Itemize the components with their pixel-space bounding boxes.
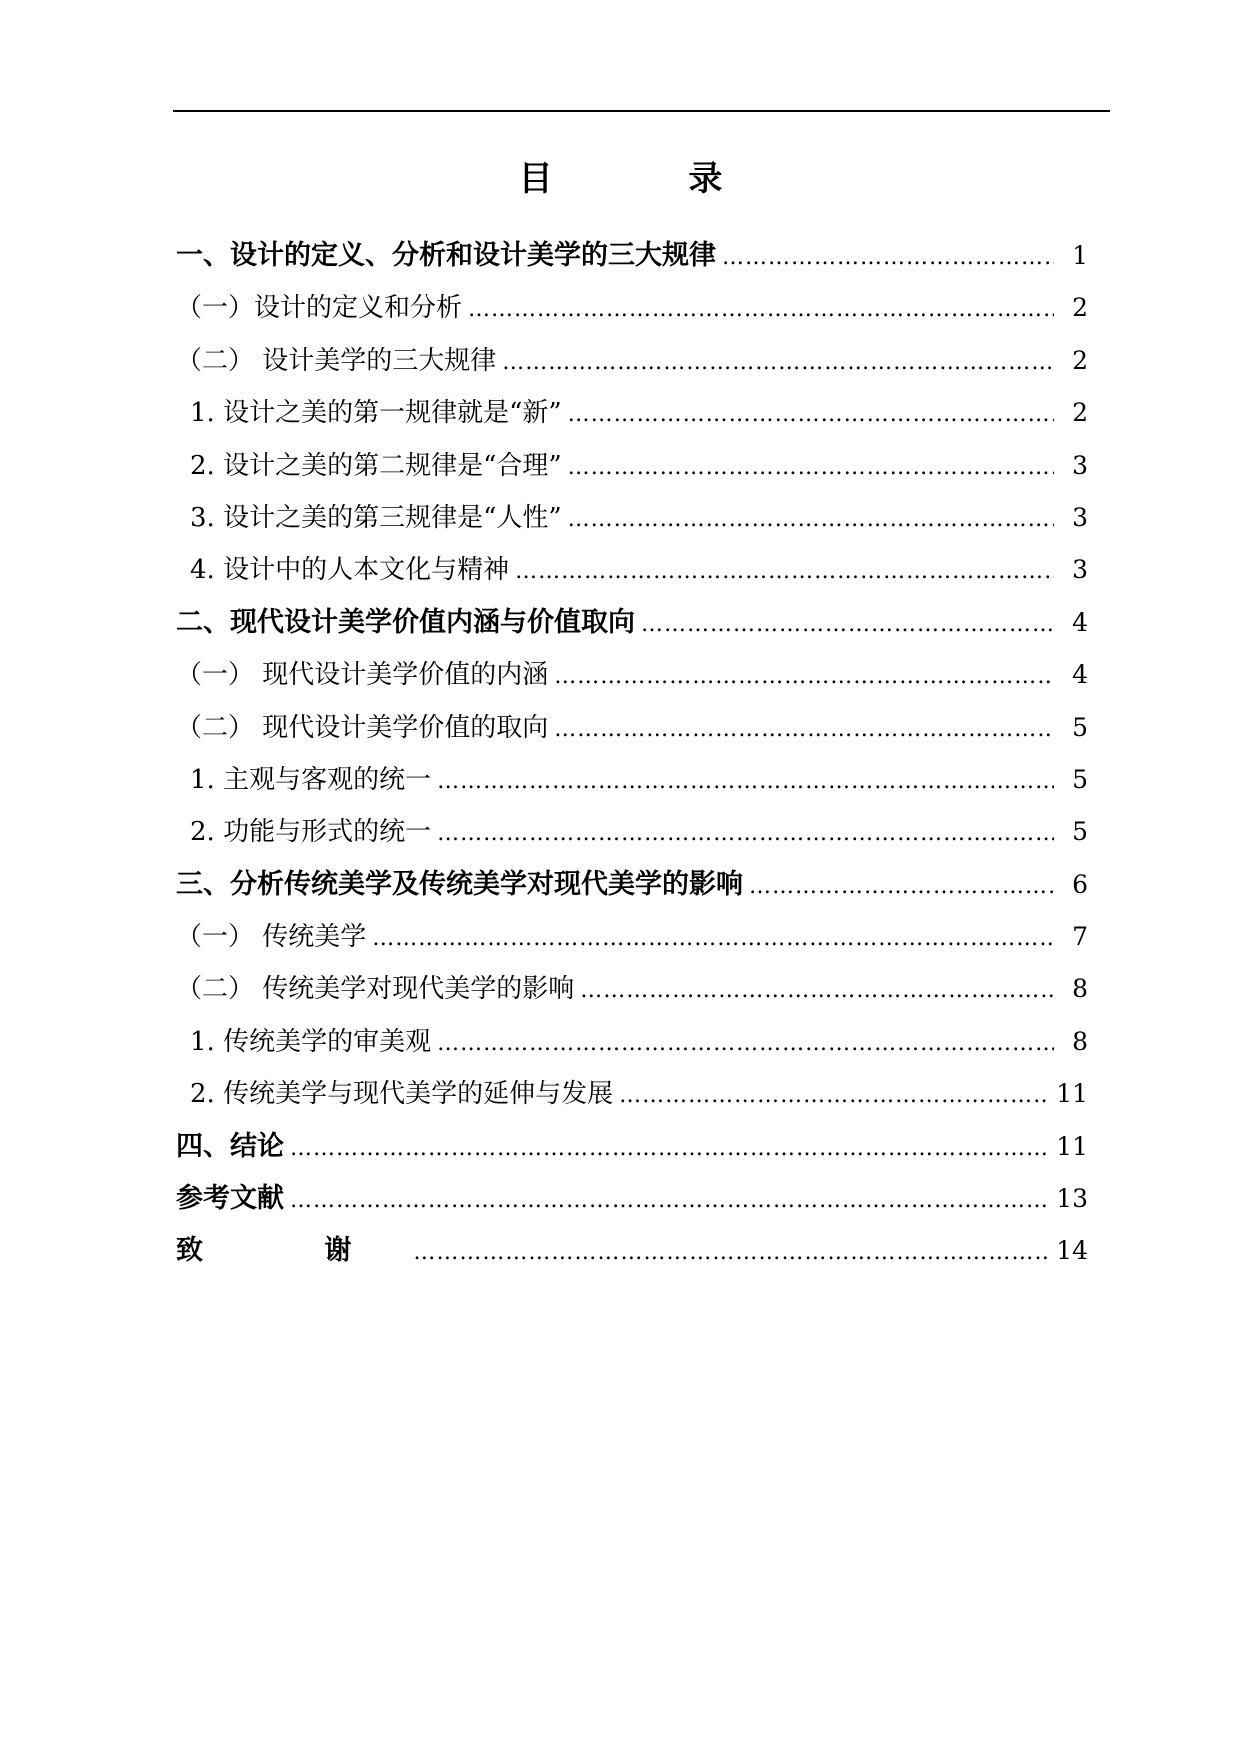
toc-entry-title: 致 谢 <box>176 1235 408 1267</box>
toc-page-number: 3 <box>1072 555 1088 585</box>
toc-entry-title: 二、现代设计美学价值内涵与价值取向 <box>176 606 635 638</box>
toc-page-number: 14 <box>1056 1236 1088 1266</box>
toc-entry-title: 4. 设计中的人本文化与精神 <box>190 555 510 586</box>
page-title: 目 录 <box>518 159 785 199</box>
toc-page-number: 6 <box>1072 869 1088 899</box>
toc-entry-title: 一、设计的定义、分析和设计美学的三大规律 <box>176 240 716 271</box>
toc-entry[interactable] <box>176 649 1088 701</box>
toc-entry[interactable] <box>176 282 1088 334</box>
toc-leader-dots <box>749 861 1054 911</box>
toc-leader-dots <box>568 442 1054 492</box>
toc-entry-title: （一） 现代设计美学价值的内涵 <box>176 660 549 691</box>
toc-leader-dots <box>580 965 1054 1015</box>
toc-leader-dots <box>502 337 1054 387</box>
toc-entry-title: 四、结论 <box>176 1130 284 1162</box>
toc-page-number: 3 <box>1072 450 1088 480</box>
toc-page-number: 2 <box>1072 398 1088 428</box>
toc-entry-title: （二） 现代设计美学价值的取向 <box>176 712 549 743</box>
toc-leader-dots <box>641 599 1054 649</box>
toc-entry-title: 2. 传统美学与现代美学的延伸与发展 <box>190 1079 614 1110</box>
toc-entry[interactable] <box>176 1225 1088 1277</box>
toc-page-number: 2 <box>1072 293 1088 323</box>
toc-page-number: 5 <box>1072 712 1088 742</box>
toc-entry[interactable] <box>176 492 1088 544</box>
toc-page-number: 4 <box>1072 607 1088 637</box>
toc-entry[interactable] <box>176 754 1088 806</box>
toc-list <box>176 230 1088 1278</box>
toc-leader-dots <box>372 913 1054 963</box>
toc-entry-title: 1. 传统美学的审美观 <box>190 1026 432 1057</box>
toc-leader-dots <box>568 389 1054 439</box>
header-rule <box>173 110 1110 112</box>
toc-entry-title: 参考文献 <box>176 1183 284 1215</box>
toc-leader-dots <box>437 808 1054 858</box>
toc-leader-dots <box>437 1018 1054 1068</box>
toc-leader-dots <box>554 704 1054 754</box>
toc-page-number: 3 <box>1072 502 1088 532</box>
toc-leader-dots <box>290 1123 1050 1173</box>
toc-entry-title: 1. 设计之美的第一规律就是“新” <box>190 398 562 429</box>
toc-entry[interactable] <box>176 387 1088 439</box>
toc-leader-dots <box>437 756 1054 806</box>
toc-leader-dots <box>515 546 1054 596</box>
toc-entry-title: 三、分析传统美学及传统美学对现代美学的影响 <box>176 868 743 900</box>
toc-entry-title: 2. 功能与形式的统一 <box>190 817 432 848</box>
toc-leader-dots <box>619 1070 1050 1120</box>
toc-entry[interactable] <box>176 702 1088 754</box>
toc-entry[interactable] <box>176 1173 1088 1225</box>
toc-entry-title: 2. 设计之美的第二规律是“合理” <box>190 450 562 481</box>
toc-page-number: 13 <box>1056 1184 1088 1214</box>
toc-entry-title: 1. 主观与客观的统一 <box>190 764 432 795</box>
toc-page-number: 5 <box>1072 817 1088 847</box>
toc-page-number: 5 <box>1072 764 1088 794</box>
toc-entry[interactable] <box>176 597 1088 649</box>
toc-page-number: 4 <box>1072 660 1088 690</box>
toc-leader-dots <box>468 284 1054 334</box>
toc-leader-dots <box>568 494 1054 544</box>
toc-entry[interactable] <box>176 806 1088 858</box>
toc-entry[interactable] <box>176 859 1088 911</box>
toc-entry[interactable] <box>176 335 1088 387</box>
toc-leader-dots <box>554 651 1054 701</box>
toc-entry[interactable] <box>176 963 1088 1015</box>
toc-page-number: 7 <box>1072 922 1088 952</box>
toc-entry[interactable] <box>176 911 1088 963</box>
toc-entry-title: （二） 设计美学的三大规律 <box>176 345 497 376</box>
toc-entry-title: 3. 设计之美的第三规律是“人性” <box>190 502 562 533</box>
toc-entry[interactable] <box>176 544 1088 596</box>
toc-page-number: 11 <box>1056 1131 1088 1161</box>
toc-entry[interactable] <box>176 1068 1088 1120</box>
toc-page-number: 1 <box>1072 241 1088 270</box>
toc-page-number: 11 <box>1056 1079 1088 1109</box>
toc-entry[interactable] <box>176 440 1088 492</box>
toc-entry[interactable] <box>176 1121 1088 1173</box>
toc-entry-title: （一） 传统美学 <box>176 922 367 953</box>
toc-page-number: 2 <box>1072 345 1088 375</box>
toc-entry[interactable] <box>176 1016 1088 1068</box>
toc-page-number: 8 <box>1072 1026 1088 1056</box>
toc-entry-title: （二） 传统美学对现代美学的影响 <box>176 974 575 1005</box>
toc-entry-title: （一）设计的定义和分析 <box>176 293 463 324</box>
toc-entry[interactable] <box>176 230 1088 282</box>
toc-leader-dots <box>290 1175 1050 1225</box>
toc-leader-dots <box>413 1227 1050 1277</box>
toc-page-number: 8 <box>1072 974 1088 1004</box>
toc-leader-dots <box>722 232 1054 282</box>
